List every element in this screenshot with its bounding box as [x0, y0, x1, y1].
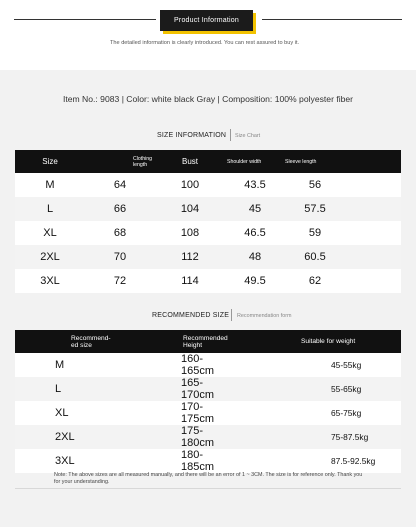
cell-suitable-weight: 65-75kg — [331, 408, 362, 418]
header-divider-right — [262, 19, 402, 20]
col-clothing-length: Clothing length — [133, 155, 153, 168]
table-row — [15, 197, 401, 221]
header-title: Product Information — [160, 10, 253, 31]
table-row — [15, 269, 401, 293]
cell-clothing-length: 72 — [113, 275, 127, 287]
cell-recommended-height: 160-165cm — [181, 353, 215, 377]
cell-shoulder-width: 46.5 — [244, 227, 266, 239]
cell-recommended-height: 170-175cm — [181, 401, 215, 425]
cell-size: 3XL — [40, 275, 60, 287]
cell-suitable-weight: 45-55kg — [331, 360, 362, 370]
cell-sleeve-length: 57.5 — [304, 203, 326, 215]
col-recommended-size: Recommend-ed size — [71, 334, 111, 349]
size-section-title: SIZE INFORMATION — [157, 132, 227, 139]
cell-suitable-weight: 75-87.5kg — [331, 432, 369, 442]
cell-bust: 108 — [180, 227, 200, 239]
cell-sleeve-length: 56 — [308, 179, 322, 191]
cell-suitable-weight: 87.5-92.5kg — [331, 456, 376, 466]
size-section-divider — [230, 129, 231, 141]
rec-section-title: RECOMMENDED SIZE — [152, 312, 230, 319]
col-recommended-height: Recommended Height — [183, 334, 228, 349]
cell-recommended-height: 180-185cm — [181, 449, 215, 473]
rec-table-header — [15, 330, 401, 353]
size-table-body — [15, 173, 401, 293]
header-divider-left — [14, 19, 156, 20]
cell-bust: 104 — [180, 203, 200, 215]
col-size: Size — [42, 157, 58, 166]
cell-recommended-size: XL — [55, 407, 69, 419]
cell-clothing-length: 64 — [113, 179, 127, 191]
col-bust: Bust — [181, 157, 198, 166]
cell-clothing-length: 68 — [113, 227, 127, 239]
bottom-divider — [15, 488, 401, 489]
cell-clothing-length: 66 — [113, 203, 127, 215]
cell-size: M — [45, 179, 55, 191]
header-subtitle: The detailed information is clearly introduced. You can rest assured to buy it. — [110, 40, 300, 46]
table-row — [15, 173, 401, 197]
cell-size: 2XL — [40, 251, 60, 263]
cell-recommended-height: 175-180cm — [181, 425, 215, 449]
cell-size: XL — [43, 227, 57, 239]
item-info-line: Item No.: 9083 | Color: white black Gray | Composition: 100% polyester fiber — [62, 94, 354, 104]
cell-sleeve-length: 59 — [308, 227, 322, 239]
header — [0, 0, 416, 68]
cell-shoulder-width: 43.5 — [244, 179, 266, 191]
table-row — [15, 221, 401, 245]
size-table — [15, 150, 401, 293]
cell-bust: 114 — [181, 275, 199, 287]
size-note: Note: The above sizes are all measured manually, and there will be an error of 1 ~ 3CM. The size is for reference only. Thank you for your understanding. — [54, 472, 363, 485]
table-row — [15, 353, 401, 377]
rec-section-subtitle: Recommendation form — [237, 313, 292, 319]
cell-recommended-height: 165-170cm — [181, 377, 215, 401]
info-panel — [0, 70, 416, 527]
cell-clothing-length: 70 — [113, 251, 127, 263]
table-row — [15, 401, 401, 425]
size-section-subtitle: Size Chart — [235, 133, 261, 139]
size-table-header — [15, 150, 401, 173]
cell-size: L — [46, 203, 54, 215]
cell-shoulder-width: 49.5 — [244, 275, 266, 287]
col-shoulder-width: Shoulder width — [227, 158, 262, 165]
table-row — [15, 425, 401, 449]
table-row — [15, 377, 401, 401]
cell-recommended-size: 2XL — [55, 431, 75, 443]
rec-section-divider — [231, 309, 232, 321]
col-suitable-weight: Suitable for weight — [301, 338, 356, 345]
cell-recommended-size: 3XL — [55, 455, 75, 467]
cell-recommended-size: L — [55, 383, 62, 395]
cell-shoulder-width: 48 — [248, 251, 262, 263]
cell-suitable-weight: 55-65kg — [331, 384, 362, 394]
rec-table-body — [15, 353, 401, 473]
cell-bust: 100 — [180, 179, 200, 191]
recommended-table — [15, 330, 401, 473]
cell-sleeve-length: 60.5 — [304, 251, 326, 263]
table-row — [15, 245, 401, 269]
cell-recommended-size: M — [55, 359, 65, 371]
cell-bust: 112 — [181, 251, 199, 263]
col-sleeve-length: Sleeve length — [285, 158, 317, 165]
cell-shoulder-width: 45 — [248, 203, 262, 215]
table-row — [15, 449, 401, 473]
cell-sleeve-length: 62 — [308, 275, 322, 287]
